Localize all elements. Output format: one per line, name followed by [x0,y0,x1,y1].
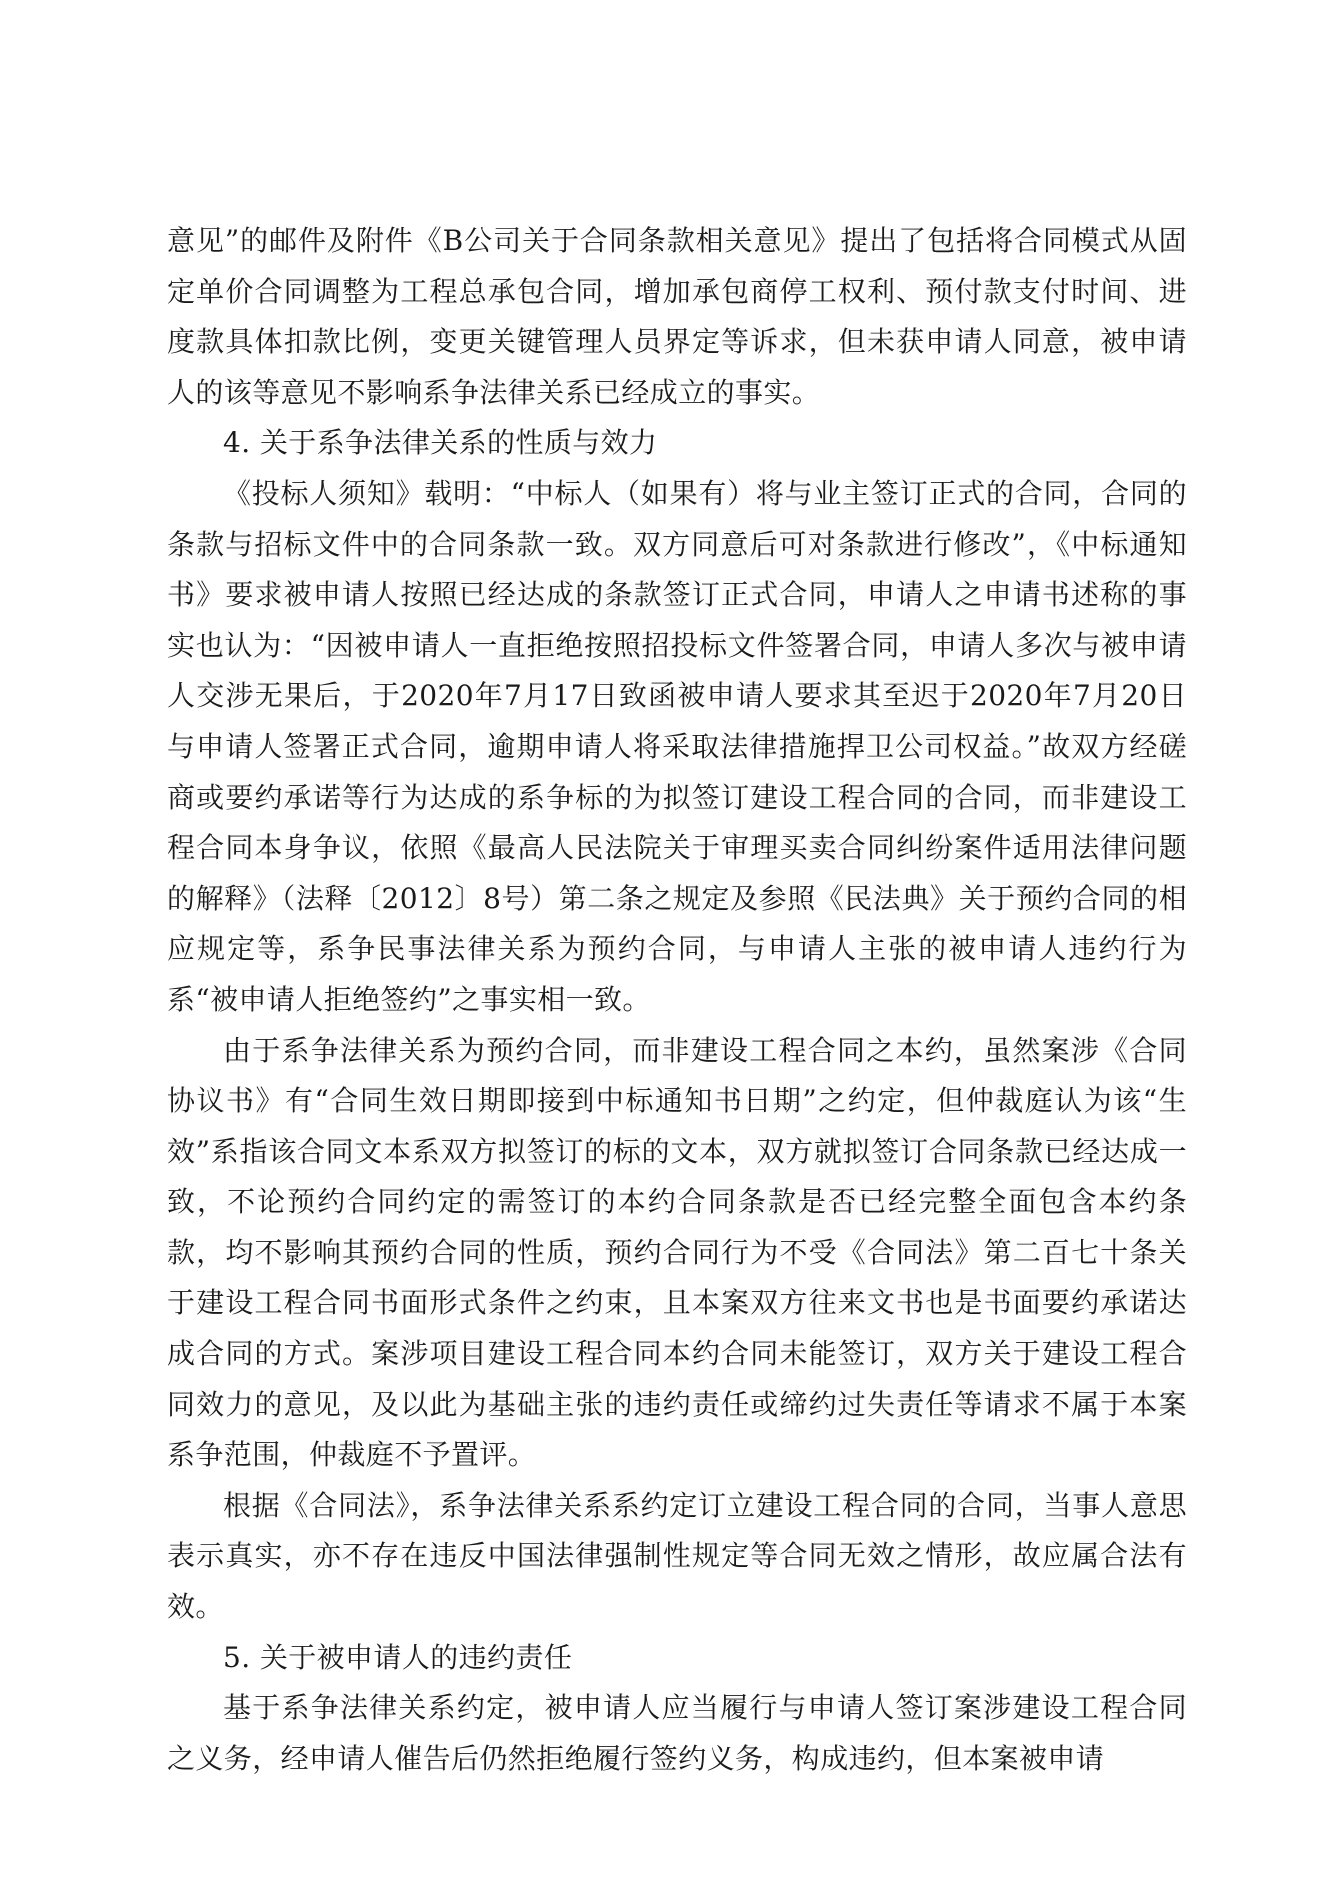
paragraph: 《投标人须知》载明：“中标人（如果有）将与业主签订正式的合同，合同的条款与招标文件中的合同条款一致。双方同意后可对条款进行修改”，《中标通知书》要求被申请人按照已经达成的条款签订正式合同，申请人之申请书述称的事实也认为：“因被申请人一直拒绝按照招投标文件签署合同，申请人多次与被申请人交涉无果后，于2020年7月17日致函被申请人要求其至迟于2020年7月20日与申请人签署正式合同，逾期申请人将采取法律措施捍卫公司权益。”故双方经磋商或要约承诺等行为达成的系争标的为拟签订建设工程合同的合同，而非建设工程合同本身争议，依照《最高人民法院关于审理买卖合同纠纷案件适用法律问题的解释》（法释〔2012〕8号）第二条之规定及参照《民法典》关于预约合同的相应规定等，系争民事法律关系为预约合同，与申请人主张的被申请人违约行为系“被申请人拒绝签约”之事实相一致。 [167,476,1187,1016]
section-heading-4: 4. 关于系争法律关系的性质与效力 [223,426,658,460]
paragraph: 基于系争法律关系约定，被申请人应当履行与申请人签订案涉建设工程合同之义务，经申请人催告后仍然拒绝履行签约义务，构成违约，但本案被申请 [167,1691,1187,1775]
paragraph: 由于系争法律关系为预约合同，而非建设工程合同之本约，虽然案涉《合同协议书》有“合同生效日期即接到中标通知书日期”之约定，但仲裁庭认为该“生效”系指该合同文本系双方拟签订的标的文本，双方就拟签订合同条款已经达成一致，不论预约合同约定的需签订的本约合同条款是否已经完整全面包含本约条款，均不影响其预约合同的性质，预约合同行为不受《合同法》第二百七十条关于建设工程合同书面形式条件之约束，且本案双方往来文书也是书面要约承诺达成合同的方式。案涉项目建设工程合同本约合同未能签订，双方关于建设工程合同效力的意见，及以此为基础主张的违约责任或缔约过失责任等请求不属于本案系争范围，仲裁庭不予置评。 [167,1033,1187,1472]
paragraph: 根据《合同法》，系争法律关系系约定订立建设工程合同的合同，当事人意思表示真实，亦不存在违反中国法律强制性规定等合同无效之情形，故应属合法有效。 [167,1488,1187,1624]
document-body [167,216,1187,1784]
section-heading-5: 5. 关于被申请人的违约责任 [223,1640,573,1674]
paragraph-continuation: 意见”的邮件及附件《B公司关于合同条款相关意见》提出了包括将合同模式从固定单价合同调整为工程总承包合同，增加承包商停工权利、预付款支付时间、进度款具体扣款比例，变更关键管理人员界定等诉求，但未获申请人同意，被申请人的该等意见不影响系争法律关系已经成立的事实。 [167,224,1187,409]
